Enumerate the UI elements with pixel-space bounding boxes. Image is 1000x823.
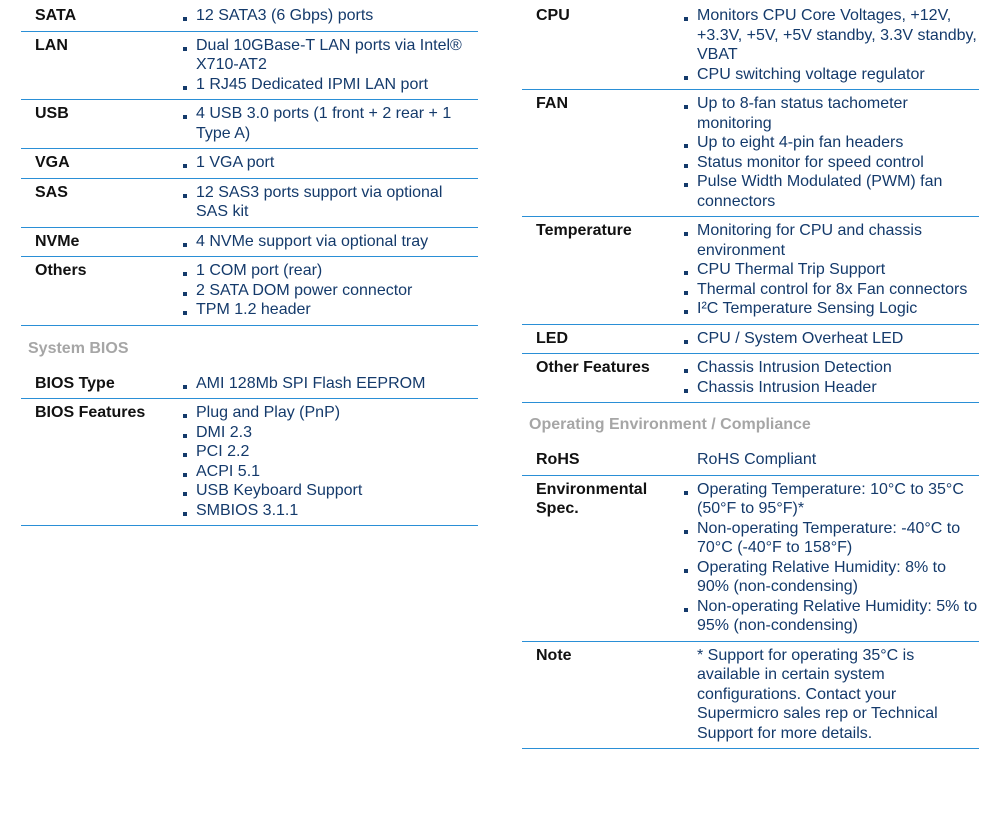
spec-value-item — [683, 94, 979, 133]
spec-value-item — [182, 442, 478, 462]
spec-values — [669, 358, 979, 397]
square-bullet-icon — [683, 299, 697, 319]
spec-label: VGA — [35, 154, 70, 171]
square-bullet-icon — [683, 6, 697, 65]
spec-value-item — [683, 260, 979, 280]
spec-row-note — [522, 642, 979, 750]
square-bullet-icon — [182, 183, 196, 222]
spec-values — [168, 374, 478, 394]
spec-value-item — [683, 646, 979, 744]
square-bullet-icon — [182, 261, 196, 281]
spec-value-item — [182, 153, 478, 173]
spec-value-text: PCI 2.2 — [196, 443, 250, 460]
spec-value-text: USB Keyboard Support — [196, 482, 363, 499]
spec-values — [168, 403, 478, 520]
square-bullet-icon — [182, 442, 196, 462]
spec-value-item — [182, 36, 478, 75]
spec-value-item — [683, 519, 979, 558]
spec-row-bios-features — [21, 399, 478, 526]
square-bullet-icon — [683, 260, 697, 280]
spec-row-cpu — [522, 0, 979, 90]
spec-row-nvme — [21, 228, 478, 258]
spec-value-text: Status monitor for speed control — [697, 153, 924, 171]
square-bullet-icon — [182, 153, 196, 173]
left-spec-group-1 — [21, 0, 478, 326]
spec-value-text: CPU / System Overheat LED — [697, 329, 904, 347]
spec-value-text: 4 NVMe support via optional tray — [196, 232, 429, 250]
right-spec-column — [522, 0, 979, 749]
spec-values — [168, 261, 478, 320]
square-bullet-icon — [683, 597, 697, 636]
spec-value-text: 12 SAS3 ports support via optional SAS kit — [196, 183, 443, 220]
square-bullet-icon — [182, 281, 196, 301]
left-spec-column — [21, 0, 478, 526]
square-bullet-icon — [683, 329, 697, 349]
square-bullet-icon — [182, 403, 196, 423]
spec-row-others — [21, 257, 478, 326]
spec-value-text: RoHS Compliant — [697, 451, 817, 468]
square-bullet-icon — [683, 646, 697, 744]
spec-label: SAS — [35, 183, 68, 201]
spec-row-other-features — [522, 354, 979, 403]
spec-values — [669, 480, 979, 636]
spec-value-text: 2 SATA DOM power connector — [196, 281, 413, 299]
spec-label: Note — [536, 646, 572, 664]
spec-values — [669, 6, 979, 84]
spec-value-text: 4 USB 3.0 ports (1 front + 2 rear + 1 Type A) — [196, 105, 452, 142]
spec-value-item — [683, 280, 979, 300]
square-bullet-icon — [683, 480, 697, 519]
spec-value-text: 1 VGA port — [196, 154, 275, 171]
spec-row-fan — [522, 90, 979, 217]
spec-row-environmental-spec — [522, 476, 979, 642]
spec-value-item — [182, 104, 478, 143]
square-bullet-icon — [683, 280, 697, 300]
spec-value-text: Non-operating Temperature: -40°C to 70°C (-40°F to 158°F) — [697, 519, 961, 556]
spec-value-item — [182, 423, 478, 443]
spec-label: NVMe — [35, 232, 80, 250]
spec-row-led — [522, 325, 979, 355]
section-title-system-bios: System BIOS — [28, 339, 129, 357]
square-bullet-icon — [182, 104, 196, 143]
spec-label: CPU — [536, 7, 570, 24]
spec-value-item — [683, 480, 979, 519]
spec-value-item — [182, 232, 478, 252]
spec-value-text: Chassis Intrusion Header — [697, 378, 877, 396]
spec-label: LED — [536, 329, 568, 347]
spec-value-item — [182, 261, 478, 281]
spec-value-text: Thermal control for 8x Fan connectors — [697, 280, 968, 298]
square-bullet-icon — [683, 558, 697, 597]
spec-value-item — [182, 6, 478, 26]
spec-values — [669, 221, 979, 319]
spec-row-temperature — [522, 217, 979, 325]
spec-value-item — [683, 133, 979, 153]
spec-value-text: ACPI 5.1 — [196, 462, 261, 480]
square-bullet-icon — [683, 65, 697, 85]
spec-value-item — [182, 481, 478, 501]
square-bullet-icon — [182, 6, 196, 26]
spec-value-text: Operating Relative Humidity: 8% to 90% (non-condensing) — [697, 558, 946, 595]
spec-value-text: 1 COM port (rear) — [196, 262, 323, 279]
spec-values — [168, 6, 478, 26]
spec-label: SATA — [35, 7, 77, 24]
square-bullet-icon — [182, 75, 196, 95]
spec-value-item — [683, 558, 979, 597]
square-bullet-icon — [182, 481, 196, 501]
spec-value-item — [683, 378, 979, 398]
spec-values — [168, 104, 478, 143]
spec-value-text: * Support for operating 35°C is available in certain system configurations. Contact your Supermicro sales rep or Technical Support for more details. — [697, 646, 938, 742]
spec-value-item — [683, 329, 979, 349]
spec-value-text: Non-operating Relative Humidity: 5% to 95% (non-condensing) — [697, 597, 978, 634]
spec-values — [669, 450, 979, 470]
section-title-operating-environment: Operating Environment / Compliance — [529, 416, 811, 433]
spec-value-text: 12 SATA3 (6 Gbps) ports — [196, 7, 374, 24]
square-bullet-icon — [182, 232, 196, 252]
spec-value-text: SMBIOS 3.1.1 — [196, 501, 299, 519]
spec-value-text: CPU switching voltage regulator — [697, 65, 925, 83]
spec-value-text: DMI 2.3 — [196, 423, 253, 441]
spec-value-text: Monitoring for CPU and chassis environment — [697, 222, 922, 259]
spec-value-text: Operating Temperature: 10°C to 35°C (50°F to 95°F)* — [697, 480, 964, 517]
spec-value-text: Up to 8-fan status tachometer monitoring — [697, 95, 908, 132]
spec-label: RoHS — [536, 451, 580, 468]
spec-label: Environmental Spec. — [536, 480, 648, 517]
square-bullet-icon — [683, 172, 697, 211]
spec-label: Others — [35, 262, 87, 279]
spec-value-item — [182, 501, 478, 521]
spec-value-item — [182, 374, 478, 394]
spec-value-text: CPU Thermal Trip Support — [697, 261, 886, 278]
spec-values — [168, 183, 478, 222]
square-bullet-icon — [182, 462, 196, 482]
spec-values — [669, 94, 979, 211]
spec-value-item — [683, 450, 979, 470]
spec-label: BIOS Features — [35, 404, 146, 421]
square-bullet-icon — [683, 450, 697, 470]
spec-value-item — [683, 358, 979, 378]
square-bullet-icon — [683, 221, 697, 260]
spec-value-item — [182, 300, 478, 320]
square-bullet-icon — [182, 374, 196, 394]
spec-value-item — [683, 172, 979, 211]
spec-value-text: Up to eight 4-pin fan headers — [697, 134, 904, 151]
spec-label: USB — [35, 105, 69, 122]
square-bullet-icon — [683, 378, 697, 398]
right-spec-group-1 — [522, 0, 979, 403]
spec-value-item — [182, 183, 478, 222]
spec-label: FAN — [536, 95, 568, 112]
spec-value-item — [683, 65, 979, 85]
spec-label: BIOS Type — [35, 374, 115, 392]
square-bullet-icon — [182, 501, 196, 521]
square-bullet-icon — [683, 519, 697, 558]
spec-values — [669, 329, 979, 349]
spec-value-item — [683, 299, 979, 319]
square-bullet-icon — [182, 36, 196, 75]
spec-label: Temperature — [536, 222, 632, 239]
spec-values — [168, 36, 478, 95]
left-spec-group-2 — [21, 370, 478, 527]
spec-label: LAN — [35, 36, 68, 54]
spec-value-text: I²C Temperature Sensing Logic — [697, 300, 918, 317]
spec-value-item — [182, 462, 478, 482]
spec-row-usb — [21, 100, 478, 149]
spec-value-item — [683, 221, 979, 260]
spec-row-vga — [21, 149, 478, 179]
spec-value-item — [182, 281, 478, 301]
spec-label: Other Features — [536, 359, 650, 376]
spec-values — [168, 153, 478, 173]
spec-values — [168, 232, 478, 252]
spec-values — [669, 646, 979, 744]
spec-value-text: Pulse Width Modulated (PWM) fan connectors — [697, 173, 943, 210]
spec-value-item — [683, 6, 979, 65]
spec-value-text: Monitors CPU Core Voltages, +12V, +3.3V, +5V, +5V standby, 3.3V standby, VBAT — [697, 7, 977, 63]
square-bullet-icon — [182, 300, 196, 320]
spec-value-text: Plug and Play (PnP) — [196, 404, 341, 421]
spec-value-text: Chassis Intrusion Detection — [697, 359, 892, 376]
spec-value-text: AMI 128Mb SPI Flash EEPROM — [196, 374, 426, 392]
spec-row-rohs — [522, 446, 979, 476]
right-spec-group-2 — [522, 446, 979, 749]
spec-row-sata — [21, 0, 478, 32]
spec-value-item — [182, 403, 478, 423]
spec-value-item — [683, 597, 979, 636]
spec-row-sas — [21, 179, 478, 228]
spec-value-item — [182, 75, 478, 95]
spec-value-item — [683, 153, 979, 173]
square-bullet-icon — [683, 153, 697, 173]
square-bullet-icon — [683, 133, 697, 153]
spec-value-text: TPM 1.2 header — [196, 301, 311, 318]
spec-row-bios-type — [21, 370, 478, 400]
square-bullet-icon — [182, 423, 196, 443]
spec-row-lan — [21, 32, 478, 101]
spec-value-text: Dual 10GBase-T LAN ports via Intel® X710-AT2 — [196, 36, 462, 73]
square-bullet-icon — [683, 94, 697, 133]
spec-value-text: 1 RJ45 Dedicated IPMI LAN port — [196, 75, 429, 93]
square-bullet-icon — [683, 358, 697, 378]
